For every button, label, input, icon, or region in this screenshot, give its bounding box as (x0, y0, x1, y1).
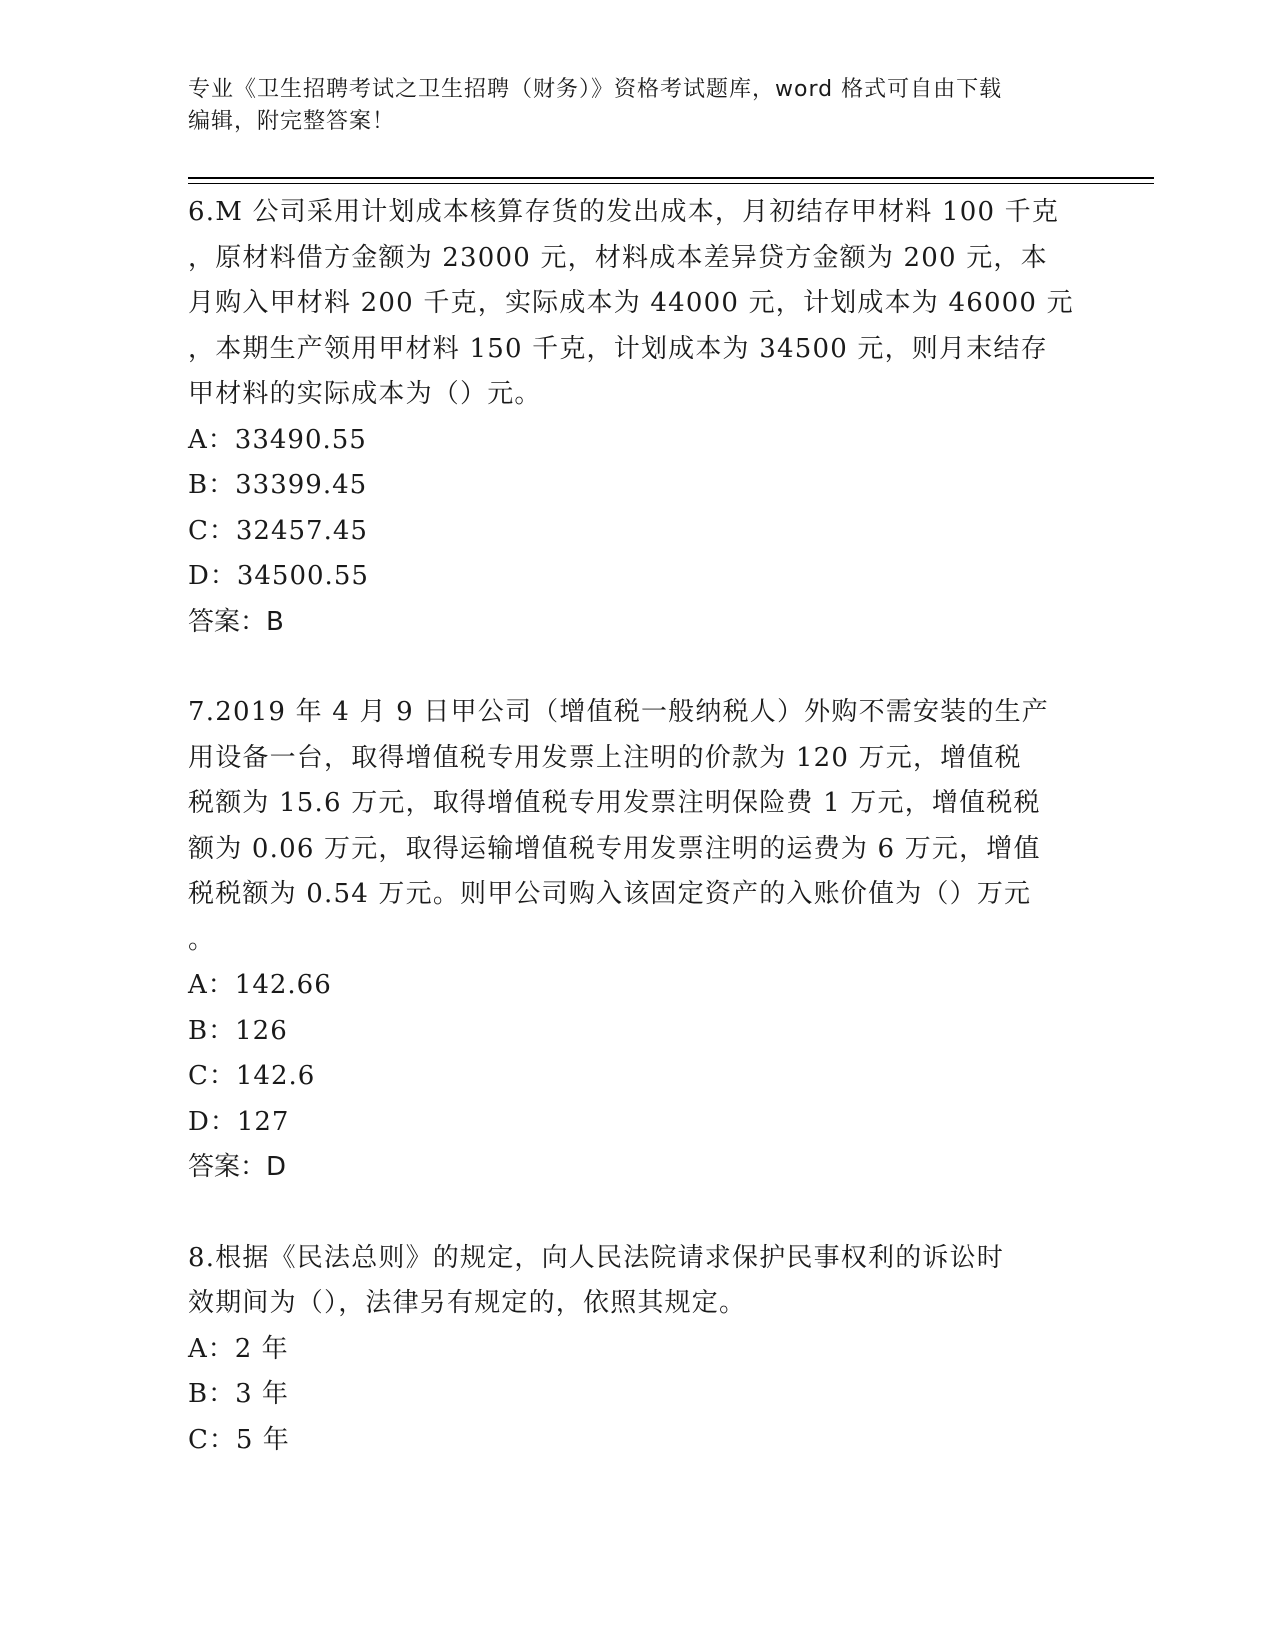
question-8-option-b: B：3 年 (188, 1379, 289, 1409)
header-line-1: 专业《卫生招聘考试之卫生招聘（财务）》资格考试题库，word 格式可自由下载 (188, 77, 1003, 102)
question-6-option-b: B：33399.45 (188, 470, 368, 500)
question-7-line-5: 税税额为 0.54 万元。则甲公司购入该固定资产的入账价值为（）万元 (188, 879, 1032, 909)
question-list (188, 190, 1088, 1463)
question-8-line-1: 8.根据《民法总则》的规定，向人民法院请求保护民事权利的诉讼时 (188, 1242, 1005, 1273)
question-6-line-4: ，本期生产领用甲材料 150 千克，计划成本为 34500 元，则月末结存 (188, 333, 1048, 364)
question-8-line-2: 效期间为（），法律另有规定的，依照其规定。 (188, 1288, 747, 1318)
question-7-line-1: 7.2019 年 4 月 9 日甲公司（增值税一般纳税人）外购不需安装的生产 (188, 697, 1049, 727)
question-7-line-2: 用设备一台，取得增值税专用发票上注明的价款为 120 万元，增值税 (188, 742, 1022, 773)
question-8-option-a: A：2 年 (188, 1333, 289, 1364)
question-8 (188, 1236, 1088, 1464)
question-7-option-d: D：127 (188, 1106, 290, 1137)
question-6-line-3: 月购入甲材料 200 千克，实际成本为 44000 元，计划成本为 46000 元 (188, 288, 1074, 318)
question-6 (188, 190, 1088, 645)
question-7-option-a: A：142.66 (188, 970, 332, 1000)
question-7-option-c: C：142.6 (188, 1061, 316, 1091)
question-7 (188, 690, 1088, 1191)
question-6-line-5: 甲材料的实际成本为（）元。 (188, 379, 542, 409)
question-6-option-c: C：32457.45 (188, 515, 368, 546)
question-7-option-b: B：126 (188, 1015, 288, 1046)
question-6-option-d: D：34500.55 (188, 561, 369, 591)
question-spacer (188, 1191, 1088, 1236)
question-6-answer: 答案：B (188, 606, 284, 637)
question-spacer (188, 645, 1088, 690)
question-8-option-c: C：5 年 (188, 1424, 290, 1455)
header-rule-thin (188, 183, 1154, 184)
document-header (188, 74, 1088, 138)
question-7-answer: 答案：D (188, 1152, 287, 1182)
header-rule-thick (188, 177, 1154, 179)
question-7-line-6: 。 (188, 924, 216, 955)
question-6-line-2: ，原材料借方金额为 23000 元，材料成本差异贷方金额为 200 元，本 (188, 242, 1048, 273)
question-7-line-3: 税额为 15.6 万元，取得增值税专用发票注明保险费 1 万元，增值税税 (188, 788, 1041, 818)
question-6-line-1: 6.M 公司采用计划成本核算存货的发出成本，月初结存甲材料 100 千克 (188, 197, 1060, 227)
question-6-option-a: A：33490.55 (188, 424, 367, 455)
question-7-line-4: 额为 0.06 万元，取得运输增值税专用发票注明的运费为 6 万元，增值 (188, 833, 1041, 864)
header-line-2: 编辑，附完整答案！ (188, 109, 396, 134)
